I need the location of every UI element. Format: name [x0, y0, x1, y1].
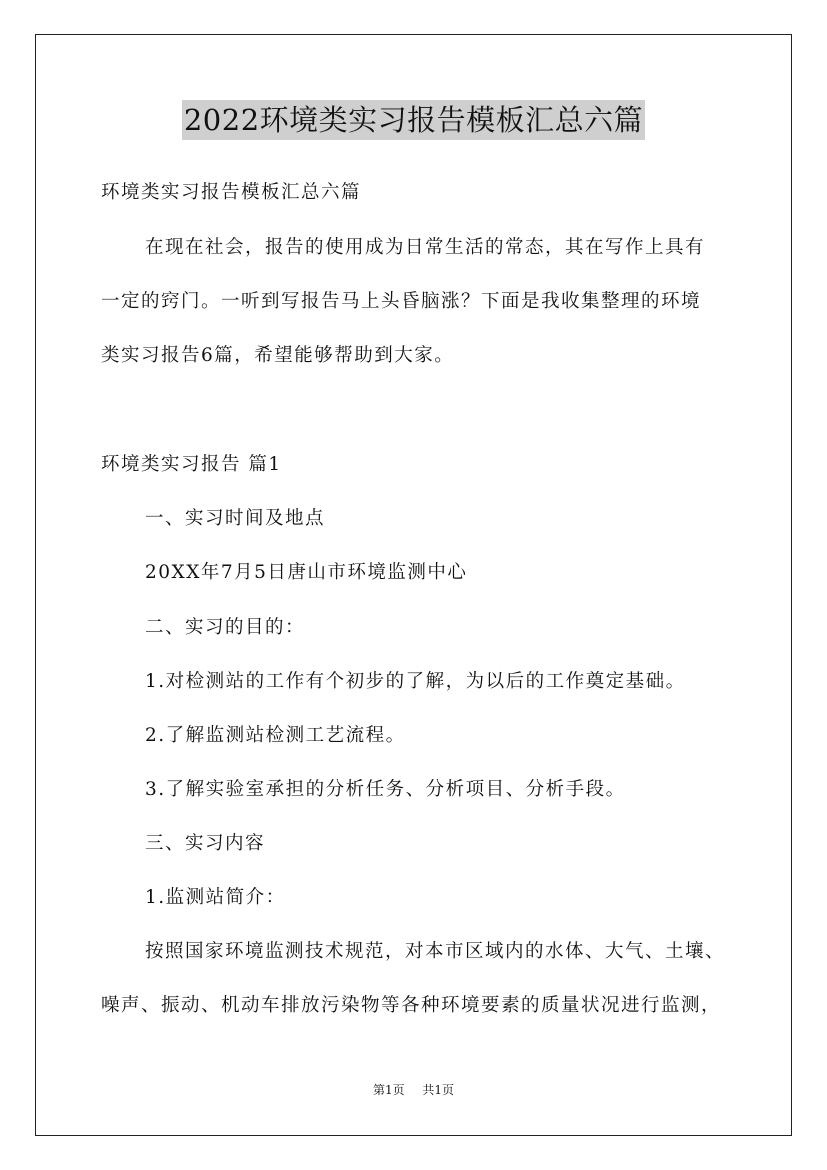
- intro-line-3: 类实习报告6篇，希望能够帮助到大家。: [101, 345, 455, 366]
- title-container: [0, 100, 827, 140]
- body-line: 噪声、振动、机动车排放污染物等各种环境要素的质量状况进行监测，: [101, 995, 722, 1016]
- subtitle-line: 环境类实习报告模板汇总六篇: [101, 182, 362, 203]
- sub-heading: 1.监测站简介：: [145, 887, 286, 908]
- body-line: 按照国家环境监测技术规范，对本市区域内的水体、大气、土壤、: [145, 941, 726, 962]
- page-footer: [0, 1082, 827, 1098]
- heading-time-place: 一、实习时间及地点: [145, 508, 326, 529]
- section-heading: 环境类实习报告 篇1: [101, 454, 282, 475]
- page-total: 共1页: [422, 1083, 454, 1097]
- list-item-1: 1.对检测站的工作有个初步的了解，为以后的工作奠定基础。: [145, 671, 686, 692]
- list-item-2: 2.了解监测站检测工艺流程。: [145, 725, 406, 746]
- heading-purpose: 二、实习的目的：: [145, 617, 306, 638]
- heading-content: 三、实习内容: [145, 833, 266, 854]
- intro-line-2: 一定的窍门。一听到写报告马上头昏脑涨？下面是我收集整理的环境: [101, 291, 702, 312]
- page-current: 第1页: [373, 1083, 405, 1097]
- intro-line-1: 在现在社会，报告的使用成为日常生活的常态，其在写作上具有: [145, 237, 706, 258]
- document-title: 2022环境类实习报告模板汇总六篇: [182, 100, 645, 140]
- list-item-3: 3.了解实验室承担的分析任务、分析项目、分析手段。: [145, 779, 626, 800]
- body-line: 20XX年7月5日唐山市环境监测中心: [145, 562, 468, 583]
